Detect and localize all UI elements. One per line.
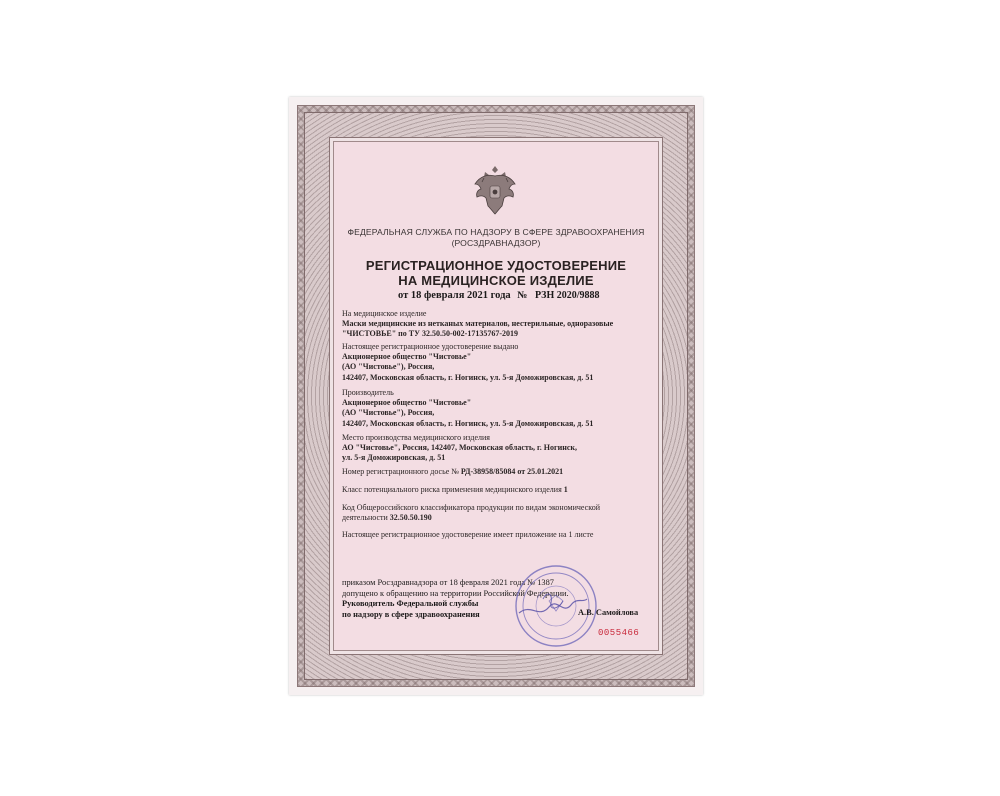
signer-title-line1: Руководитель Федеральной службы — [342, 599, 479, 608]
production-site-line1: АО "Чистовье", Россия, 142407, Московская область, г. Ногинск, — [342, 443, 578, 453]
issued-to-label: Настоящее регистрационное удостоверение выдано — [342, 342, 519, 351]
device-label: На медицинское изделие — [342, 309, 427, 318]
manufacturer-section — [342, 388, 662, 429]
okpd-line1: Код Общероссийского классификатора продукции по видам экономической — [342, 503, 600, 512]
okpd-section — [342, 503, 662, 523]
certificate-title-line1: РЕГИСТРАЦИОННОЕ УДОСТОВЕРЕНИЕ — [365, 258, 627, 273]
issued-to-line3: 142407, Московская область, г. Ногинск, ул. 5-я Доможировская, д. 51 — [342, 372, 594, 382]
agency-name: ФЕДЕРАЛЬНАЯ СЛУЖБА ПО НАДЗОРУ В СФЕРЕ ЗДРАВООХРАНЕНИЯ — [347, 227, 645, 237]
serial-number: 0055466 — [598, 628, 640, 638]
device-section — [342, 309, 662, 340]
issued-to-line2: (АО "Чистовье"), Россия, — [342, 362, 435, 372]
certificate-date: от 18 февраля 2021 года — [398, 290, 511, 301]
okpd-label: деятельности — [342, 513, 388, 523]
risk-class-line — [342, 485, 662, 495]
manufacturer-line2: (АО "Чистовье"), Россия, — [342, 408, 435, 418]
manufacturer-line3: 142407, Московская область, г. Ногинск, ул. 5-я Доможировская, д. 51 — [342, 418, 594, 428]
risk-class-label: Класс потенциального риска применения медицинского изделия — [342, 485, 562, 494]
issued-to-line1: Акционерное общество "Чистовье" — [342, 352, 472, 362]
production-site-section — [342, 433, 662, 464]
risk-class-value: 1 — [563, 485, 568, 494]
certificate-number: РЗН 2020/9888 — [534, 290, 600, 301]
issued-to-section — [342, 342, 662, 383]
device-name-line1: Маски медицинские из нетканых материалов, нестерильные, одноразовые — [342, 319, 614, 329]
signer-title-line2: по надзору в сфере здравоохранения — [342, 609, 480, 619]
device-spec: по ТУ 32.50.50-002-17135767-2019 — [398, 329, 518, 339]
appendix-note: Настоящее регистрационное удостоверение имеет приложение на 1 листе — [342, 530, 594, 539]
order-line2: допущено к обращению на территории Российской Федерации. — [342, 588, 569, 598]
coat-of-arms-icon — [472, 162, 518, 218]
okpd-code: 32.50.50.190 — [389, 513, 432, 523]
production-site-label: Место производства медицинского изделия — [342, 433, 490, 442]
certificate-document — [289, 97, 703, 695]
signer-title — [342, 599, 480, 620]
manufacturer-line1: Акционерное общество "Чистовье" — [342, 398, 472, 408]
device-name-brand: "ЧИСТОВЬЕ" — [342, 329, 397, 339]
certificate-date-line — [398, 290, 600, 301]
dossier-number: РД-38958/85084 от 25.01.2021 — [460, 467, 564, 476]
order-section — [342, 578, 662, 599]
production-site-line2: ул. 5-я Доможировская, д. 51 — [342, 453, 446, 463]
dossier-label: Номер регистрационного досье № — [342, 467, 459, 476]
dossier-line — [342, 467, 662, 477]
order-line1: приказом Росздравнадзора от 18 февраля 2021 года № 1387 — [342, 578, 554, 587]
manufacturer-label: Производитель — [342, 388, 394, 397]
number-sign: № — [517, 290, 528, 301]
signer-name: А.В. Самойлова — [578, 608, 639, 617]
agency-abbreviation: (РОСЗДРАВНАДЗОР) — [451, 238, 541, 248]
official-stamp-icon — [513, 563, 599, 649]
certificate-title-line2: НА МЕДИЦИНСКОЕ ИЗДЕЛИЕ — [398, 273, 594, 288]
